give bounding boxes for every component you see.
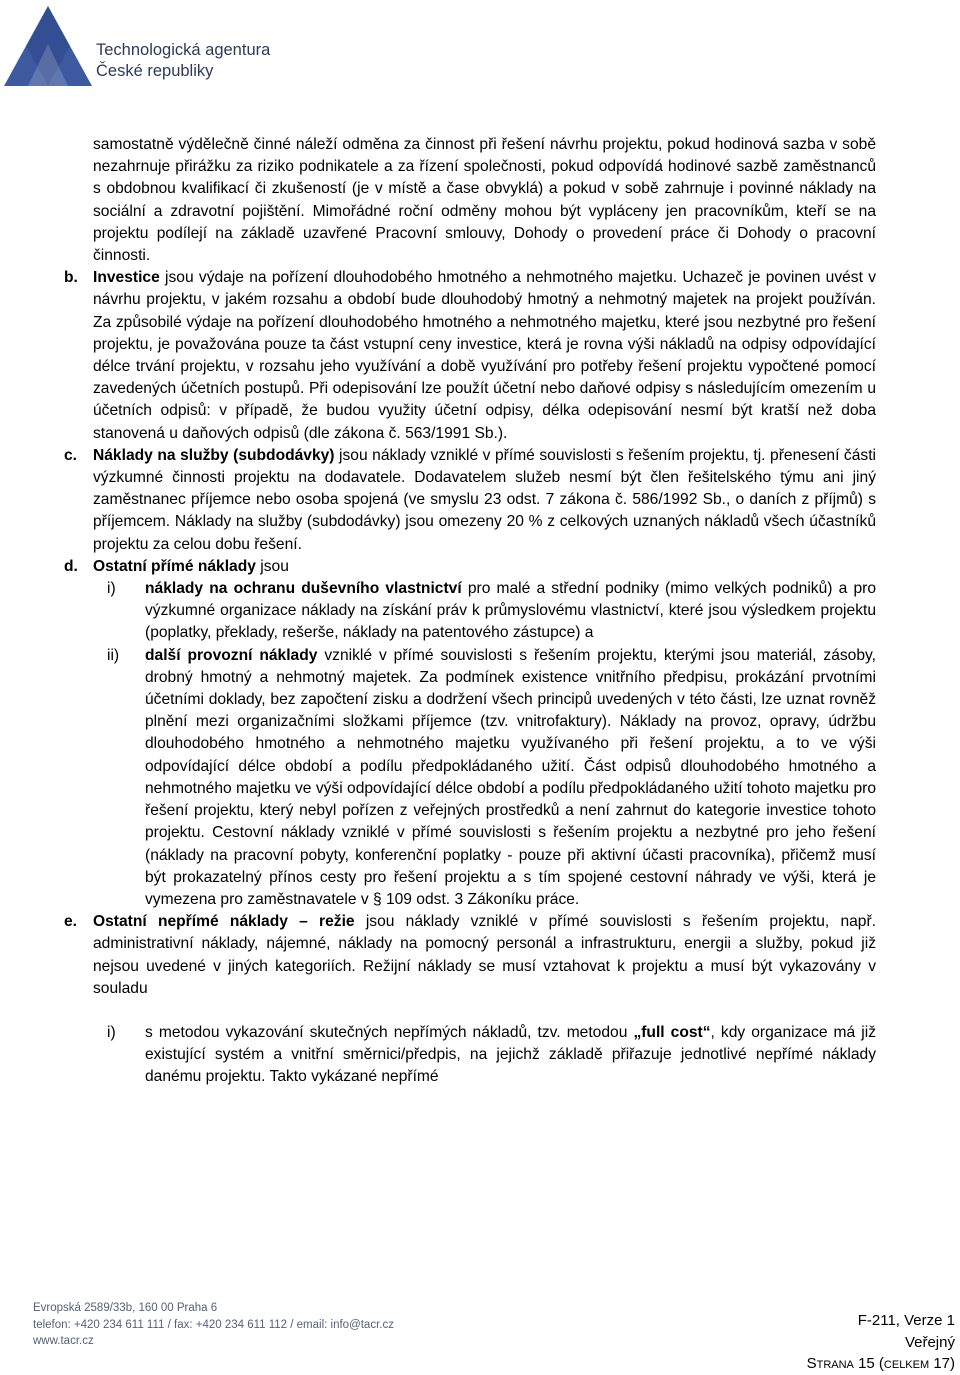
footer-phone-fax-email: telefon: +420 234 611 111 / fax: +420 234 611 112 / email: info@tacr.cz — [33, 1318, 394, 1331]
org-name-line2: České republiky — [96, 62, 214, 80]
section-letter: e. — [64, 913, 78, 931]
section-e — [64, 911, 876, 1000]
section-d — [64, 556, 876, 578]
section-letter: d. — [64, 557, 78, 575]
subitem-e-i — [93, 1022, 876, 1089]
subitem-heading: „full cost“ — [633, 1023, 711, 1041]
subitem-d-i — [93, 578, 876, 645]
section-heading: Ostatní přímé náklady — [93, 557, 256, 575]
document-body — [64, 134, 877, 1089]
footer-website: www.tacr.cz — [33, 1335, 94, 1347]
subitem-number: ii) — [107, 646, 120, 664]
footer-address: Evropská 2589/33b, 160 00 Praha 6 — [33, 1302, 218, 1314]
footer-contact — [33, 1300, 394, 1350]
subitem-text: , kdy organizace má již existující systém a vnitřní směrnici/předpis, na jejichž základě přiřazuje jednotlivé nepřímé náklady danému projektu. Takto vykázané nepřímé — [145, 1023, 876, 1086]
section-b — [64, 267, 876, 445]
subitem-heading: náklady na ochranu duševního vlastnictví — [145, 580, 462, 598]
paragraph-remuneration: samostatně výdělečně činné náleží odměna za činnost při řešení návrhu projektu, pokud hodinová sazba v sobě nezahrnuje přirážku za riziko podnikatele a za řízení společnosti, pokud odpovídá hodinové sazbě zaměstnanců s obdobnou kvalifikací či zkušeností (je v místě a čase obvyklá) a pokud v sobě zahrnuje i povinné náklady na sociální a zdravotní pojištění. Mimořádné roční odměny mohou být vypláceny jen pracovníkům, kteří se na projektu podílejí na základě uzavřené Pracovní smlouvy, Dohody o provedení práce či Dohody o pracovní činnosti. — [93, 136, 876, 265]
subitem-text: pro malé a střední podniky (mimo velkých podniků) a pro výzkumné organizace náklady na získání práv k průmyslovému vlastnictví, které jsou výsledkem projektu (poplatky, překlady, rešerše, náklady na patentového zástupce) a — [145, 580, 876, 642]
subitem-text-pre: s metodou vykazování skutečných nepřímých nákladů, tzv. metodou — [145, 1023, 634, 1041]
org-name-line1: Technologická agentura — [96, 41, 271, 59]
footer-page-info — [807, 1310, 955, 1375]
subitem-heading: další provozní náklady — [145, 646, 318, 664]
document-classification: Veřejný — [904, 1333, 955, 1351]
tacr-logo — [0, 0, 300, 90]
subitem-text: vzniklé v přímé souvislosti s řešením projektu, kterými jsou materiál, zásoby, drobný hmotný a nehmotný majetek. Za podmínek existence vnitřního předpisu, prokázání prvotními účetními doklady, bez započtení zisku a dodržení všech principů uvedených v této části, lze uznat rovněž plnění mezi organizačními složkami příjemce (tzv. vnitrofaktury). Náklady na provoz, opravy, údržbu dlouhodobého hmotného a nehmotného majetku využívaného při řešení projektu, a to ve výši odpovídající délce období a podílu předpokládaného užití. Část odpisů dlouhodobého hmotného a nehmotného majetku ve výši odpovídající délce období a podílu předpokládaného užití tohoto majetku pro řešení projektu, který nebyl pořízen z veřejných prostředků a není zahrnut do kategorie investice tohoto projektu. Cestovní náklady vzniklé v přímé souvislosti s řešením projektu a nezbytné pro jeho řešení (náklady na pracovní pobyty, konferenční poplatky - pouze při aktivní účasti pracovníka), přičemž musí být prokazatelný přínos cesty pro řešení projektu a s tím spojené cestovní náhrady ve výši, která je vymezena pro zaměstnavatele v § 109 odst. 3 Zákoníku práce. — [145, 646, 877, 908]
subitem-number: i) — [107, 1023, 116, 1041]
section-heading: Náklady na služby (subdodávky) — [93, 446, 335, 464]
document-id: F-211, Verze 1 — [857, 1312, 955, 1329]
page-number: Strana 15 (celkem 17) — [806, 1355, 955, 1372]
section-heading: Ostatní nepřímé náklady – režie — [93, 913, 355, 931]
section-letter: c. — [64, 446, 78, 464]
section-heading: Investice — [93, 269, 160, 287]
tacr-triangle-icon — [2, 4, 94, 88]
subitem-number: i) — [107, 580, 116, 598]
subitem-d-ii — [93, 645, 876, 911]
section-letter: b. — [64, 269, 78, 287]
section-text: jsou náklady vzniklé v přímé souvislosti s řešením projektu, např. administrativní náklady, nájemné, náklady na pomocný personál a infrastrukturu, energii a služby, pokud již nejsou uvedené v jiných kategoriích. Režijní náklady se musí vztahovat k projektu a musí být vykazovány v souladu — [93, 913, 876, 997]
section-text: jsou — [255, 557, 289, 575]
section-text: jsou náklady vzniklé v přímé souvislosti s řešením projektu, tj. přenesení části výzkumné činnosti projektu na dodavatele. Dodavatelem služeb nesmí být člen řešitelského týmu ani jiný zaměstnanec příjemce nebo osoba spojená (ve smyslu 23 odst. 7 zákona č. 586/1992 Sb., o daních z příjmů) s příjemcem. Náklady na služby (subdodávky) jsou omezeny 20 % z celkových uznaných nákladů všech účastníků projektu za celou dobu řešení. — [93, 446, 876, 553]
section-c — [64, 445, 876, 556]
section-text: jsou výdaje na pořízení dlouhodobého hmotného a nehmotného majetku. Uchazeč je povinen uvést v návrhu projektu, v jakém rozsahu a období bude dlouhodobý hmotný a nehmotný majetek na projekt používán. Za způsobilé výdaje na pořízení dlouhodobého hmotného a nehmotného majetku, které jsou nezbytné pro řešení projektu, je považována pouze ta část vstupní ceny investice, která je rovna výši nákladů na odpisy odpovídající délce trvání projektu, v rozsahu jeho využívání a době využívání pro potřeby řešení projektu vypočtené pomocí zavedených účetních postupů. Při odepisování lze použít účetní nebo daňové odpisy s následujícím omezením u účetních odpisů: v případě, že budou využity účetní odpisy, délka odepisování nesmí být kratší než doba stanovená u daňových odpisů (dle zákona č. 563/1991 Sb.). — [93, 269, 876, 442]
